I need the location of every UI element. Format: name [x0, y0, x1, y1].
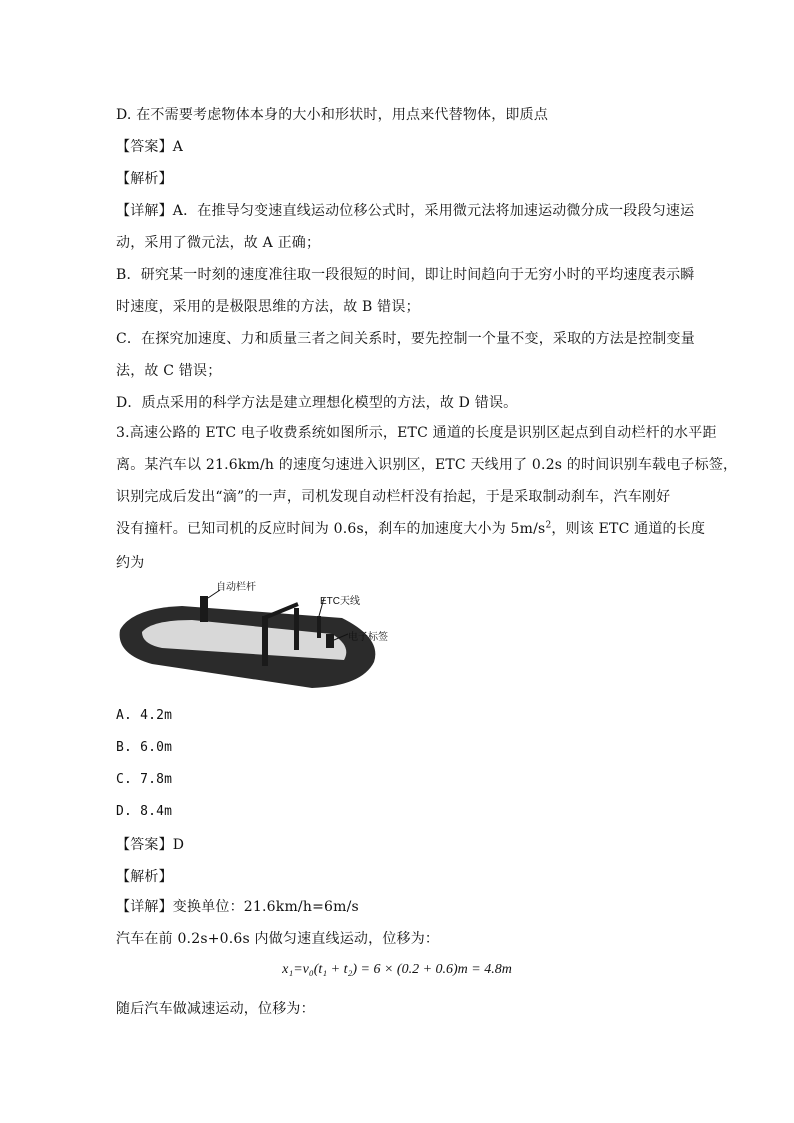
- gantry-right: [294, 608, 299, 650]
- label-tag: 电子标签: [348, 632, 388, 643]
- detail-line-a2: 动，采用了微元法，故 A 正确；: [116, 235, 321, 251]
- antenna: [317, 616, 321, 638]
- gate-post: [200, 596, 208, 622]
- option-a: A. 4.2m: [116, 708, 173, 723]
- question-line-3: 识别完成后发出“滴”的一声，司机发现自动栏杆没有抬起，于是采取制动刹车，汽车刚好: [116, 489, 671, 505]
- question-line-4-pre: 没有撞杆。已知司机的反应时间为 0.6s，刹车的加速度大小为 5m/s: [116, 521, 546, 537]
- label-antenna: ETC天线: [320, 596, 360, 607]
- detail-unit-conversion: 【详解】变换单位：21.6km/h=6m/s: [116, 899, 359, 915]
- analysis-label-2: 【解析】: [116, 869, 173, 885]
- question-line-1: 3.高速公路的 ETC 电子收费系统如图所示，ETC 通道的长度是识别区起点到自动栏杆的水平距: [116, 425, 717, 441]
- question-line-5: 约为: [116, 555, 145, 571]
- etc-figure: [112, 578, 402, 698]
- question-line-4: [116, 518, 705, 538]
- answer-label-2: 【答案】D: [116, 837, 185, 853]
- answer-label-1: 【答案】A: [116, 139, 184, 155]
- step-1: 汽车在前 0.2s+0.6s 内做匀速直线运动，位移为：: [116, 931, 440, 947]
- detail-line-c2: 法，故 C 错误；: [116, 363, 222, 379]
- option-d: D. 8.4m: [116, 804, 173, 819]
- analysis-label-1: 【解析】: [116, 171, 173, 187]
- question-line-2: 离。某汽车以 21.6km/h 的速度匀速进入识别区，ETC 天线用了 0.2s 的时间识别车载电子标签，: [116, 457, 738, 473]
- detail-line-c1: C．在探究加速度、力和质量三者之间关系时，要先控制一个量不变，采取的方法是控制变量: [116, 331, 695, 347]
- detail-line-d: D．质点采用的科学方法是建立理想化模型的方法，故 D 错误。: [116, 395, 518, 411]
- formula-displacement: x₁=v₀(t₁ + t₂) = 6 × (0.2 + 0.6)m = 4.8m: [282, 962, 512, 977]
- gantry-left: [262, 616, 268, 666]
- tag-box: [326, 634, 334, 648]
- question-line-4-post: ，则该 ETC 通道的长度: [551, 521, 706, 537]
- step-2: 随后汽车做减速运动，位移为：: [116, 1001, 315, 1017]
- detail-line-a1: 【详解】A．在推导匀变速直线运动位移公式时，采用微元法将加速运动微分成一段段匀速运: [116, 203, 695, 219]
- option-c: C. 7.8m: [116, 772, 173, 787]
- question-line-4-sup: 2: [545, 520, 552, 531]
- line-1: D. 在不需要考虑物体本身的大小和形状时，用点来代替物体，即质点: [116, 107, 549, 123]
- label-gate: 自动栏杆: [216, 582, 256, 593]
- option-b: B. 6.0m: [116, 740, 173, 755]
- detail-line-b1: B．研究某一时刻的速度准往取一段很短的时间，即让时间趋向于无穷小时的平均速度表示瞬: [116, 267, 695, 283]
- detail-line-b2: 时速度，采用的是极限思维的方法，故 B 错误；: [116, 299, 420, 315]
